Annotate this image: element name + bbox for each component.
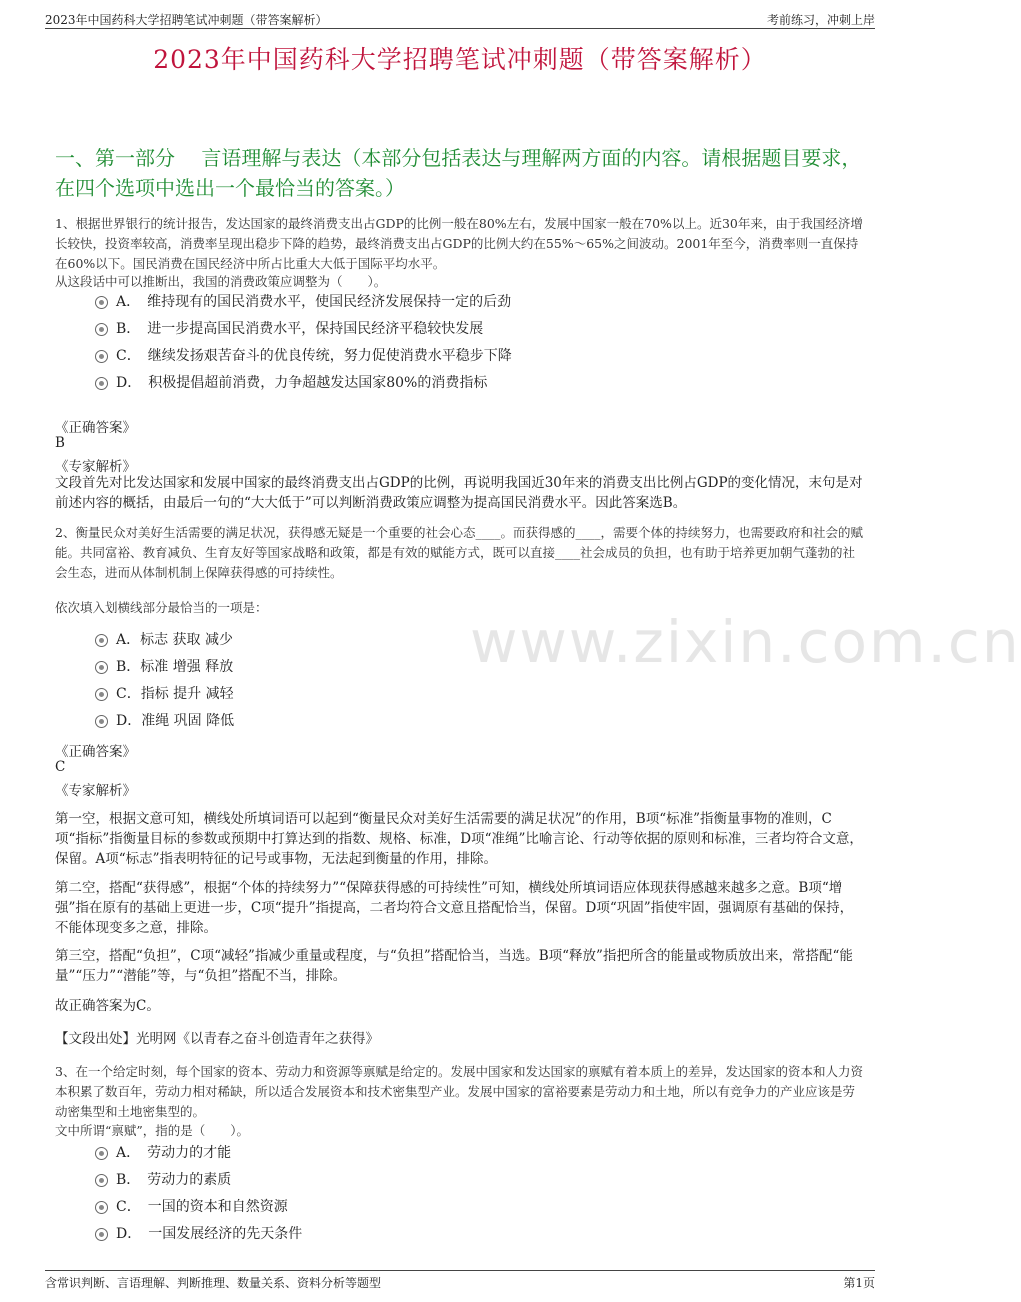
q3-options <box>95 1143 302 1251</box>
q3-option-b[interactable]: B． 劳动力的素质 <box>95 1170 302 1197</box>
q2-analysis-para-1: 第一空，根据文意可知，横线处所填词语可以起到“衡量民众对美好生活需要的满足状况”的作用，B项“标准”指衡量事物的准则，C项“指标”指衡量目标的参数或预期中打算达到的指数、规格、标准，D项“准绳”比喻言论、行动等依据的原则和标准，三者均符合文意，保留。A项“标志”指表明特征的记号或事物，无法起到衡量的作用，排除。 <box>55 811 863 867</box>
q2-analysis-para-3: 第三空，搭配“负担”，C项“减轻”指减少重量或程度，与“负担”搭配恰当，当选。B项“释放”指把所含的能量或物质放出来，常搭配“能量”“压力”“潜能”等，与“负担”搭配不当，排除。 <box>55 948 853 984</box>
q1-ask: 从这段话中可以推断出，我国的消费政策应调整为（ ）。 <box>55 274 387 289</box>
page-footer <box>45 1270 875 1291</box>
q2-option-a[interactable]: A．标志 获取 减少 <box>95 630 234 657</box>
q3-option-d[interactable]: D． 一国发展经济的先天条件 <box>95 1224 302 1251</box>
radio-button-icon[interactable] <box>95 1147 108 1160</box>
q1-option-c[interactable]: C． 继续发扬艰苦奋斗的优良传统，努力促使消费水平稳步下降 <box>95 346 512 373</box>
header-doc-title: 2023年中国药科大学招聘笔试冲刺题（带答案解析） <box>45 13 328 27</box>
q2-ask: 依次填入划横线部分最恰当的一项是： <box>55 600 268 615</box>
radio-button-icon[interactable] <box>95 661 108 674</box>
q3-stem: 3、在一个给定时刻，每个国家的资本、劳动力和资源等禀赋是给定的。发展中国家和发达国家的禀赋有着本质上的差异，发达国家的资本和人力资本积累了数百年，劳动力相对稀缺，所以适合发展资本和技术密集型产业。发展中国家的富裕要素是劳动力和土地，所以有竞争力的产业应该是劳动密集型和土地密集型的。 <box>55 1064 863 1119</box>
q2-option-b[interactable]: B．标准 增强 释放 <box>95 657 234 684</box>
watermark: www.zixin.com.cn <box>470 608 1021 676</box>
radio-button-icon[interactable] <box>95 1174 108 1187</box>
q2-answer-label: 《正确答案》 <box>55 744 136 760</box>
radio-button-icon[interactable] <box>95 350 108 363</box>
q3-option-a[interactable]: A． 劳动力的才能 <box>95 1143 302 1170</box>
q2-source: 【文段出处】光明网《以青春之奋斗创造青年之获得》 <box>55 1031 379 1047</box>
page-number: 第1页 <box>843 1276 875 1290</box>
radio-button-icon[interactable] <box>95 1201 108 1214</box>
q1-option-b[interactable]: B． 进一步提高国民消费水平，保持国民经济平稳较快发展 <box>95 319 512 346</box>
section-heading: 一、第一部分 言语理解与表达（本部分包括表达与理解两方面的内容。请根据题目要求，在四个选项中选出一个最恰当的答案。） <box>55 146 862 200</box>
q1-analysis: 文段首先对比发达国家和发展中国家的最终消费支出占GDP的比例，再说明我国近30年来的消费支出比例占GDP的变化情况，末句是对前述内容的概括，由最后一句的“大大低于”可以判断消费政策应调整为提高国民消费水平。因此答案选B。 <box>55 475 863 511</box>
q2-answer: C <box>55 759 66 775</box>
q2-option-d[interactable]: D．准绳 巩固 降低 <box>95 711 234 738</box>
q2-analysis-para-2: 第二空，搭配“获得感”，根据“个体的持续努力”“保障获得感的可持续性”可知，横线处所填词语应体现获得感越来越多之意。B项“增强”指在原有的基础上更进一步，C项“提升”指提高，二者均符合文意且搭配恰当，保留。D项“巩固”指使牢固，强调原有基础的保持，不能体现变多之意，排除。 <box>55 880 854 936</box>
radio-button-icon[interactable] <box>95 1228 108 1241</box>
q3-ask: 文中所谓“禀赋”，指的是（ ）。 <box>55 1123 250 1138</box>
q1-answer: B <box>55 435 65 451</box>
radio-button-icon[interactable] <box>95 634 108 647</box>
document-title: 2023年中国药科大学招聘笔试冲刺题（带答案解析） <box>153 45 767 74</box>
q2-analysis-para-4: 故正确答案为C。 <box>55 998 160 1014</box>
page-header <box>45 8 875 29</box>
radio-button-icon[interactable] <box>95 688 108 701</box>
header-slogan: 考前练习，冲刺上岸 <box>766 13 875 27</box>
q1-answer-label: 《正确答案》 <box>55 420 136 436</box>
q2-option-c[interactable]: C．指标 提升 减轻 <box>95 684 234 711</box>
q1-options <box>95 292 512 400</box>
q1-analysis-label: 《专家解析》 <box>55 459 136 475</box>
q3-option-c[interactable]: C． 一国的资本和自然资源 <box>95 1197 302 1224</box>
radio-button-icon[interactable] <box>95 323 108 336</box>
q2-stem: 2、衡量民众对美好生活需要的满足状况，获得感无疑是一个重要的社会心态____。而获得感的____，需要个体的持续努力，也需要政府和社会的赋能。共同富裕、教育减负、生育友好等国家战略和政策，都是有效的赋能方式，既可以直接____社会成员的负担，也有助于培养更加朝气蓬勃的社会生态，进而从体制机制上保障获得感的可持续性。 <box>55 525 863 580</box>
q2-options <box>95 630 234 738</box>
q1-option-a[interactable]: A． 维持现有的国民消费水平，使国民经济发展保持一定的后劲 <box>95 292 512 319</box>
footer-description: 含常识判断、言语理解、判断推理、数量关系、资料分析等题型 <box>45 1276 382 1290</box>
radio-button-icon[interactable] <box>95 377 108 390</box>
q2-analysis-label: 《专家解析》 <box>55 783 136 799</box>
radio-button-icon[interactable] <box>95 715 108 728</box>
radio-button-icon[interactable] <box>95 296 108 309</box>
q1-option-d[interactable]: D． 积极提倡超前消费，力争超越发达国家80%的消费指标 <box>95 373 512 400</box>
q1-stem: 1、根据世界银行的统计报告，发达国家的最终消费支出占GDP的比例一般在80%左右，发展中国家一般在70%以上。近30年来，由于我国经济增长较快，投资率较高，消费率呈现出稳步下降的趋势，最终消费支出占GDP的比例大约在55%～65%之间波动。2001年至今，消费率则一直保持在60%以下。国民消费在国民经济中所占比重大大低于国际平均水平。 <box>55 216 863 271</box>
